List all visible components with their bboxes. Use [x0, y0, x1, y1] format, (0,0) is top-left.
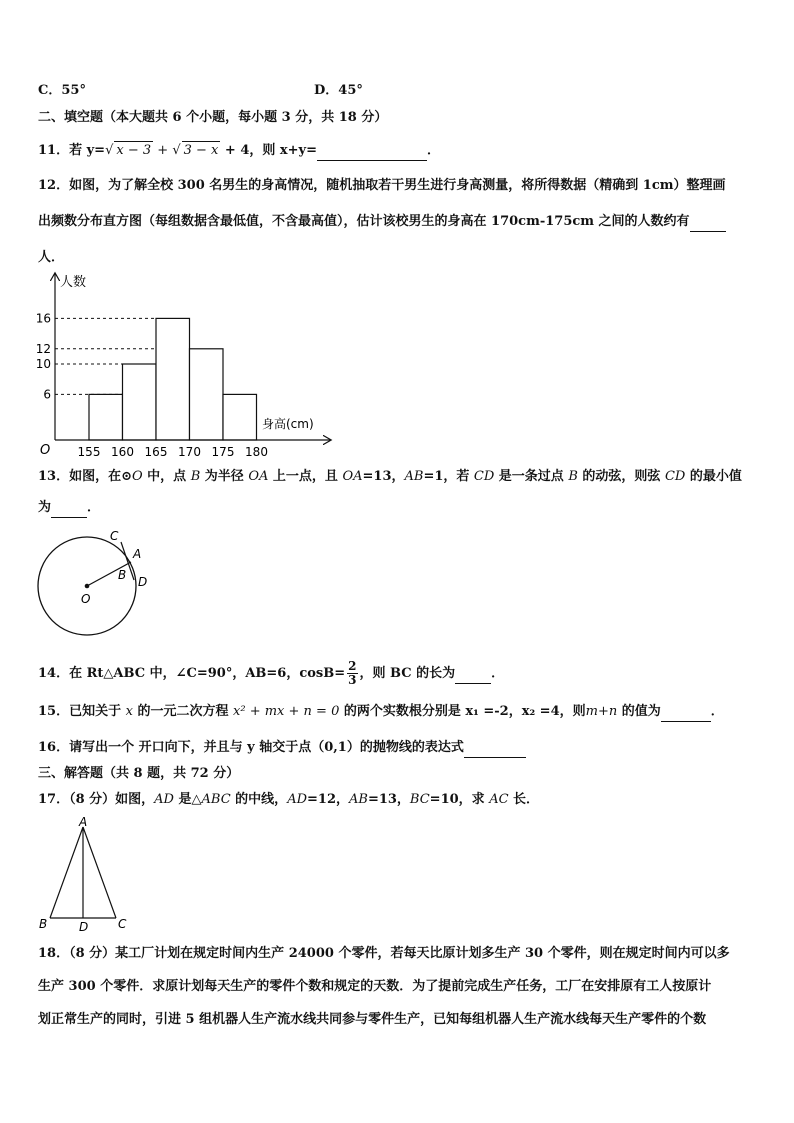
y-tick-12: 12 [35, 341, 51, 356]
q13-t2: O [131, 469, 143, 484]
q15-end: ． [710, 704, 724, 719]
histogram-chart [30, 268, 340, 460]
q17-t11: =10，求 [429, 792, 490, 807]
q13-t10: AB [404, 469, 424, 484]
q13-t4: B [190, 469, 201, 484]
q13-t14: B [568, 469, 578, 484]
option-d: D．45° [314, 83, 363, 98]
q18-line3: 划正常生产的同时，引进 5 组机器人生产流水线共同参与零件生产，已知每组机器人生产流水线每天生产零件的个数 [38, 1012, 707, 1027]
q17-t2: AD [154, 792, 174, 807]
q14-suffix: ，则 BC 的长为 [359, 666, 456, 681]
q12-line3: 人． [38, 250, 65, 265]
center-dot [85, 584, 90, 589]
question-16 [38, 739, 526, 758]
q17-t4: ABC [201, 792, 231, 807]
q15-var: x [125, 704, 133, 719]
q13-t16: CD [664, 469, 686, 484]
q15-tail2: 的值为 [617, 704, 661, 719]
question-17 [38, 791, 539, 809]
question-11 [38, 141, 440, 161]
q17-t1: 17．（8 分）如图， [38, 792, 155, 807]
q13-t9: =13， [362, 469, 405, 484]
label-c-tri: C [118, 917, 127, 931]
bar-170-175 [190, 349, 224, 440]
q18-line1: 18．（8 分）某工厂计划在规定时间内生产 24000 个零件，若每天比原计划多生产 30 个零件，则在规定时间内可以多 [38, 946, 730, 961]
q11-answer-blank [317, 142, 427, 161]
q14-prefix: 14．在 Rt△ABC 中，∠C=90°，AB=6，cosB= [38, 666, 346, 681]
circle-figure [30, 525, 160, 643]
q13-answer-blank [51, 499, 87, 518]
q13-t3: 中，点 [142, 469, 191, 484]
option-c: C．55° [38, 83, 86, 98]
question-15 [38, 703, 724, 722]
q12-line1: 12．如图，为了解全校 300 名男生的身高情况，随机抽取若干男生进行身高测量，将所得数据（精确到 1cm）整理画 [38, 178, 726, 193]
q11-radicand-2: 3 − x [183, 143, 219, 158]
q13-t8: OA [342, 469, 363, 484]
question-13-line2 [38, 499, 100, 518]
q15-prefix: 15．已知关于 [38, 704, 126, 719]
q15-mid: 的一元二次方程 [132, 704, 234, 719]
side-ab [50, 827, 83, 918]
sqrt-sign-1: √ [105, 143, 114, 158]
q15-mn: m+n [585, 704, 618, 719]
q15-answer-blank [661, 703, 711, 722]
question-14 [38, 660, 504, 687]
x-tick-160: 160 [111, 445, 134, 459]
q16-answer-blank [464, 739, 526, 758]
label-b-tri: B [39, 917, 48, 931]
q12-line2 [38, 213, 726, 232]
x-tick-175: 175 [211, 445, 235, 459]
x-tick-180: 180 [245, 445, 268, 459]
y-axis-label: 人数 [60, 275, 87, 290]
q18-line2: 生产 300 个零件．求原计划每天生产的零件个数和规定的天数．为了提前完成生产任务，工厂在安排原有工人按原计 [38, 979, 712, 994]
q17-t8: AB [348, 792, 368, 807]
q17-t10: BC [409, 792, 430, 807]
q16-text: 16．请写出一个 开口向下，并且与 y 轴交于点（0,1）的抛物线的表达式 [38, 740, 464, 755]
x-tick-165: 165 [144, 445, 168, 459]
q14-end: ． [491, 666, 505, 681]
sqrt-sign-2: √ [172, 143, 181, 158]
q17-t6: AD [287, 792, 307, 807]
q17-t5: 的中线， [230, 792, 288, 807]
q17-t3: 是△ [173, 792, 202, 807]
y-tick-6: 6 [43, 387, 51, 402]
q13-line2-end: ． [87, 500, 101, 515]
q13-t12: CD [473, 469, 495, 484]
label-o: O [81, 592, 91, 606]
q11-prefix: 11．若 y= [38, 143, 106, 158]
q13-line2-text: 为 [38, 500, 52, 515]
q13-t5: 为半径 [200, 469, 249, 484]
q17-t13: 长． [508, 792, 540, 807]
fraction-2-3 [347, 660, 357, 687]
q13-t6: OA [248, 469, 269, 484]
label-a-tri: A [79, 815, 88, 829]
label-c: C [110, 529, 119, 543]
q17-t12: AC [489, 792, 509, 807]
q14-answer-blank [455, 665, 491, 684]
q13-t13: 是一条过点 [494, 469, 569, 484]
q13-t1: 13．如图，在⊙ [38, 469, 132, 484]
q15-tail: 的两个实数根分别是 x₁ =-2，x₂ =4，则 [339, 704, 586, 719]
side-ac [83, 827, 116, 918]
x-tick-170: 170 [178, 445, 201, 459]
q17-t7: =12， [307, 792, 349, 807]
bar-160-165 [123, 364, 157, 440]
q17-t9: =13， [367, 792, 410, 807]
origin-label: O [40, 443, 51, 458]
label-d: D [138, 575, 148, 589]
q15-equation: x² + mx + n = 0 [233, 704, 340, 719]
q13-t15: 的动弦，则弦 [577, 469, 665, 484]
y-tick-10: 10 [35, 357, 51, 371]
label-a: A [133, 547, 142, 561]
fraction-numerator: 2 [348, 659, 357, 673]
question-13-line1 [38, 468, 742, 486]
fraction-denominator: 3 [348, 673, 357, 687]
triangle-figure [36, 815, 136, 935]
q11-radicand-1: x − 3 [116, 143, 152, 158]
bar-165-170 [156, 318, 190, 440]
q13-t17: 的最小值 [685, 469, 742, 484]
q12-line2-text: 出频数分布直方图（每组数据含最低值，不含最高值），估计该校男生的身高在 170cm-175cm 之间的人数约有 [38, 214, 690, 229]
q12-answer-blank [690, 213, 726, 232]
q13-t11: =1，若 [423, 469, 474, 484]
q11-tail: + 4，则 x+y= [220, 143, 317, 158]
section3-title: 三、解答题（共 8 题，共 72 分） [38, 766, 240, 781]
label-b: B [118, 568, 127, 582]
q13-t7: 上一点，且 [268, 469, 343, 484]
label-d-tri: D [79, 920, 89, 934]
section2-title: 二、填空题（本大题共 6 个小题，每小题 3 分，共 18 分） [38, 110, 388, 125]
q11-plus: + [153, 143, 173, 158]
bar-155-160 [89, 394, 123, 440]
x-axis-label: 身高(cm) [262, 417, 314, 431]
x-tick-155: 155 [77, 445, 101, 459]
bar-175-180 [223, 394, 257, 440]
q11-end: ． [426, 143, 440, 158]
y-tick-16: 16 [35, 311, 51, 326]
